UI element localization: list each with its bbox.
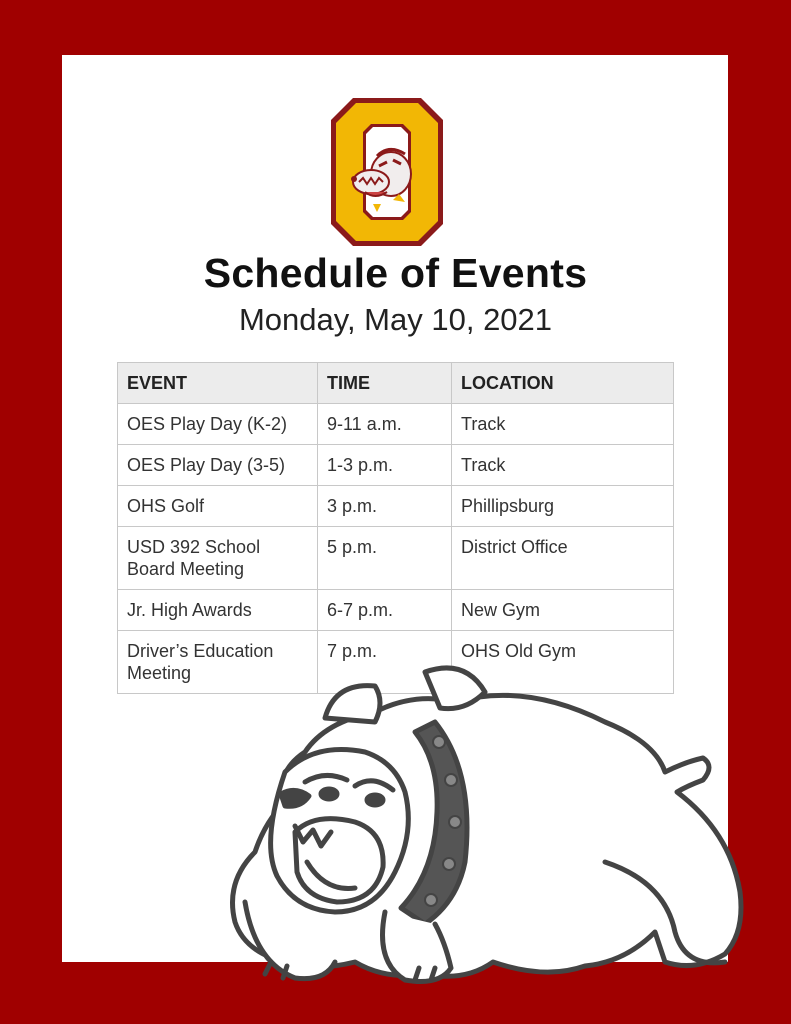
page-title: Schedule of Events: [203, 250, 588, 296]
location-cell: Phillipsburg: [452, 486, 674, 527]
event-cell: USD 392 School Board Meeting: [118, 527, 318, 590]
table-header-row: [118, 363, 674, 404]
time-cell: 7 p.m.: [318, 631, 452, 694]
column-header-location: LOCATION: [452, 363, 674, 404]
table-row: [118, 527, 674, 590]
column-header-time: TIME: [318, 363, 452, 404]
event-cell: Driver’s Education Meeting: [118, 631, 318, 694]
events-table: [117, 362, 674, 694]
table-row: [118, 590, 674, 631]
bulldog-mascot-icon: [225, 662, 770, 997]
time-cell: 3 p.m.: [318, 486, 452, 527]
time-cell: 9-11 a.m.: [318, 404, 452, 445]
time-cell: 6-7 p.m.: [318, 590, 452, 631]
column-header-event: EVENT: [118, 363, 318, 404]
event-cell: OHS Golf: [118, 486, 318, 527]
location-cell: New Gym: [452, 590, 674, 631]
location-cell: OHS Old Gym: [452, 631, 674, 694]
time-cell: 5 p.m.: [318, 527, 452, 590]
location-cell: District Office: [452, 527, 674, 590]
location-cell: Track: [452, 404, 674, 445]
event-cell: OES Play Day (3-5): [118, 445, 318, 486]
event-cell: Jr. High Awards: [118, 590, 318, 631]
table-row: [118, 404, 674, 445]
event-date: Monday, May 10, 2021: [238, 302, 553, 337]
location-cell: Track: [452, 445, 674, 486]
table-row: [118, 445, 674, 486]
bulldog-letter-o-logo-icon: [329, 96, 445, 248]
time-cell: 1-3 p.m.: [318, 445, 452, 486]
table-row: [118, 486, 674, 527]
event-cell: OES Play Day (K-2): [118, 404, 318, 445]
